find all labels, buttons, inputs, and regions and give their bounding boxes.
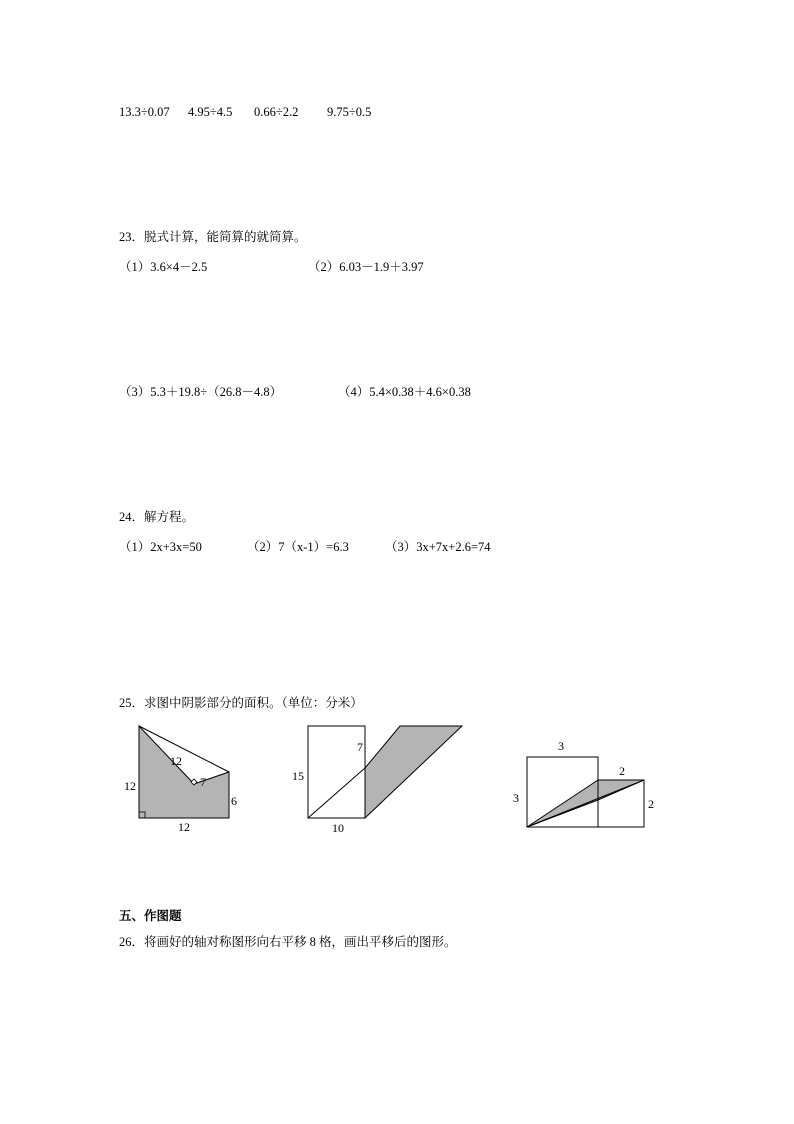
fig2-diagonal xyxy=(308,768,365,818)
fig3-label-big-top: 3 xyxy=(558,739,564,753)
q24-prompt: 24．解方程。 xyxy=(119,510,195,524)
q24-equation-1: （1）2x+3x=50 xyxy=(119,540,202,554)
fig1-label-left: 12 xyxy=(124,779,136,793)
q25-figure-1 xyxy=(118,720,248,834)
fig2-shaded-parallelogram xyxy=(365,726,462,818)
q22-item-2: 4.95÷4.5 xyxy=(188,105,233,119)
q25-figure-2 xyxy=(288,720,468,840)
q22-item-1: 13.3÷0.07 xyxy=(119,105,170,119)
fig3-label-small-right: 2 xyxy=(648,797,654,811)
q22-item-4: 9.75÷0.5 xyxy=(327,105,372,119)
q25-figure-3 xyxy=(505,730,665,840)
q23-problem-3: （3）5.3＋19.8÷（26.8－4.8） xyxy=(119,385,283,399)
fig3-diagonal xyxy=(527,780,644,827)
q22-item-3: 0.66÷2.2 xyxy=(254,105,299,119)
q25-prompt: 25．求图中阴影部分的面积。（单位：分米） xyxy=(119,696,363,710)
q23-problem-2: （2）6.03－1.9＋3.97 xyxy=(308,260,424,274)
fig3-shaded-triangle xyxy=(527,780,598,827)
fig2-label-segment: 7 xyxy=(357,740,363,754)
fig2-label-height: 15 xyxy=(292,769,304,783)
fig1-label-notch: 7 xyxy=(200,775,206,789)
section-5-title: 五、作图题 xyxy=(119,909,182,923)
fig1-shaded-region xyxy=(139,726,229,818)
fig2-label-base: 10 xyxy=(332,821,344,835)
q23-problem-4: （4）5.4×0.38＋4.6×0.38 xyxy=(338,385,471,399)
fig1-label-bottom: 12 xyxy=(178,820,190,834)
q24-equation-2: （2）7（x-1）=6.3 xyxy=(247,540,349,554)
q26-prompt: 26．将画好的轴对称图形向右平移 8 格，画出平移后的图形。 xyxy=(119,935,457,949)
fig3-label-small-top: 2 xyxy=(619,764,625,778)
q23-prompt: 23．脱式计算，能简算的就简算。 xyxy=(119,230,307,244)
fig3-label-big-left: 3 xyxy=(513,791,519,805)
q23-problem-1: （1）3.6×4－2.5 xyxy=(119,260,208,274)
fig1-label-right: 6 xyxy=(231,794,237,808)
fig1-label-hypotenuse: 12 xyxy=(170,754,182,768)
q24-equation-3: （3）3x+7x+2.6=74 xyxy=(385,540,491,554)
